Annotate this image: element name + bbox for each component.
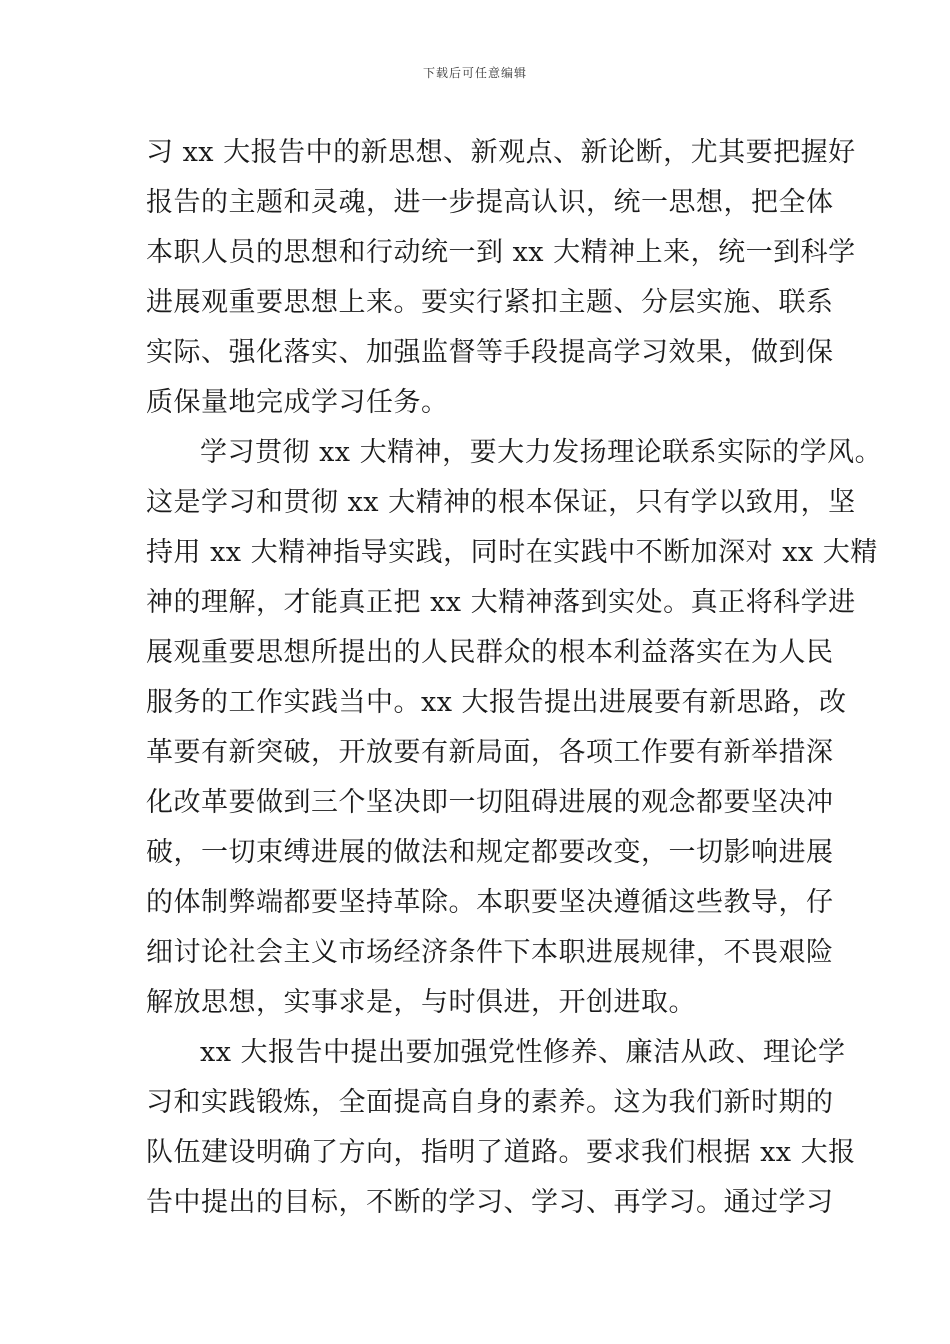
page-header: 下载后可任意编辑 [422,66,527,80]
text-line: 细讨论社会主义市场经济条件下本职进展规律，不畏艰险 [146,937,834,968]
paragraph-1 [146,128,856,428]
text-line: 习和实践锻炼，全面提高自身的素养。这为我们新时期的 [146,1087,834,1118]
text-line: 这是学习和贯彻 xx 大精神的根本保证，只有学以致用，坚 [146,487,856,518]
paragraph-3 [146,1028,856,1228]
text-line: 进展观重要思想上来。要实行紧扣主题、分层实施、联系 [146,287,834,318]
text-line: 解放思想，实事求是，与时俱进，开创进取。 [146,987,696,1018]
text-line: 化改革要做到三个坚决即一切阻碍进展的观念都要坚决冲 [146,787,834,818]
text-line: 实际、强化落实、加强监督等手段提高学习效果，做到保 [146,337,834,368]
text-line: 展观重要思想所提出的人民群众的根本利益落实在为人民 [146,637,834,668]
text-line: 报告的主题和灵魂，进一步提高认识，统一思想，把全体 [146,187,834,218]
text-line: 习 xx 大报告中的新思想、新观点、新论断，尤其要把握好 [146,137,856,168]
text-line: 质保量地完成学习任务。 [146,387,449,418]
text-line: 破，一切束缚进展的做法和规定都要改变，一切影响进展 [146,837,834,868]
text-line: 学习贯彻 xx 大精神，要大力发扬理论联系实际的学风。 [200,437,883,468]
text-line: 革要有新突破，开放要有新局面，各项工作要有新举措深 [146,737,834,768]
text-line: 持用 xx 大精神指导实践，同时在实践中不断加深对 xx 大精 [146,537,878,568]
text-line: xx 大报告中提出要加强党性修养、廉洁从政、理论学 [200,1037,846,1068]
text-line: 本职人员的思想和行动统一到 xx 大精神上来，统一到科学 [146,237,856,268]
paragraph-2 [146,428,883,1028]
text-line: 队伍建设明确了方向，指明了道路。要求我们根据 xx 大报 [146,1137,856,1168]
text-line: 的体制弊端都要坚持革除。本职要坚决遵循这些教导，仔 [146,887,834,918]
text-line: 服务的工作实践当中。xx 大报告提出进展要有新思路，改 [146,687,847,718]
document-body [146,128,883,1228]
text-line: 神的理解，才能真正把 xx 大精神落到实处。真正将科学进 [146,587,856,618]
text-line: 告中提出的目标，不断的学习、学习、再学习。通过学习 [146,1187,834,1218]
